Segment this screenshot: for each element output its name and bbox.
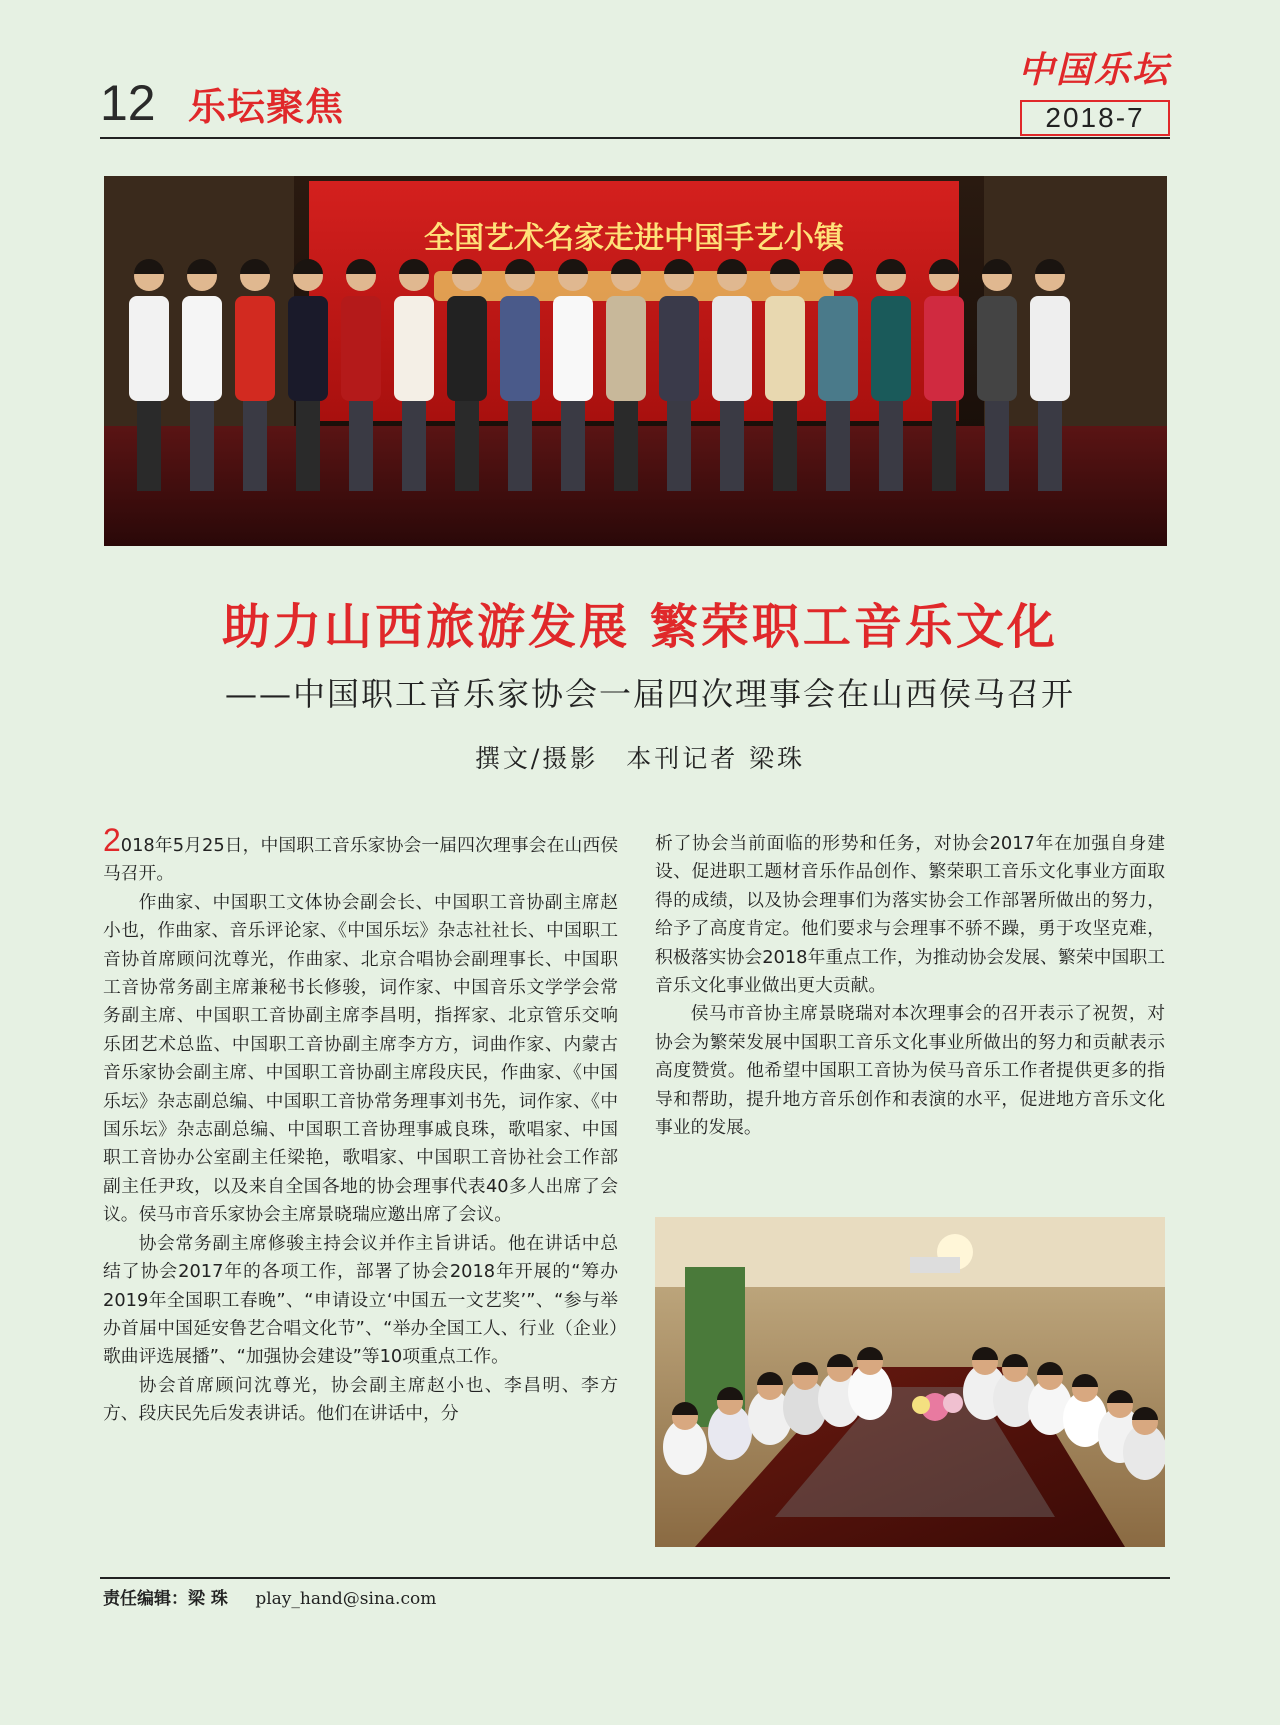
page-number: 12 bbox=[100, 75, 156, 131]
article-byline: 撰文/摄影 本刊记者 梁珠 bbox=[474, 744, 806, 773]
paragraph: 析了协会当前面临的形势和任务，对协会2017年在加强自身建设、促进职工题材音乐作品创作、繁荣职工音乐文化事业方面取得的成绩，以及协会理事们为落实协会工作部署所做出的努力，给予了高度肯定。他们要求与会理事不骄不躁，勇于攻坚克难，积极落实协会2018年重点工作，为推动协会发展、繁荣中国职工音乐文化事业做出更大贡献。 bbox=[655, 833, 1165, 997]
banner-text: 全国艺术名家走进中国手艺小镇 bbox=[424, 221, 844, 256]
meeting-photo bbox=[655, 1217, 1165, 1547]
issue-number: 2018-7 bbox=[1020, 100, 1170, 136]
editor-email: play_hand@sina.com bbox=[255, 1589, 437, 1609]
header-divider bbox=[100, 137, 1170, 139]
paragraph: 作曲家、中国职工文体协会副会长、中国职工音协副主席赵小也，作曲家、音乐评论家、《中国乐坛》杂志社社长、中国职工音协首席顾问沈尊光，作曲家、北京合唱协会副理事长、中国职工音协常务副主席兼秘书长修骏，词作家、中国音乐文学学会常务副主席、中国职工音协副主席李昌明，指挥家、北京管乐交响乐团艺术总监、中国职工音协副主席李方方，词曲作家、内蒙古音乐家协会副主席、中国职工音协副主席段庆民，作曲家、《中国乐坛》杂志副总编、中国职工音协常务理事刘书先，词作家、《中国乐坛》杂志副总编、中国职工音协理事戚良珠，歌唱家、中国职工音协办公室副主任梁艳，歌唱家、中国职工音协社会工作部副主任尹玫，以及来自全国各地的协会理事代表40多人出席了会议。侯马市音乐家协会主席景晓瑞应邀出席了会议。 bbox=[103, 891, 618, 1226]
editor-label: 责任编辑：梁 珠 bbox=[103, 1589, 228, 1609]
article-headline: 助力山西旅游发展 繁荣职工音乐文化 bbox=[222, 599, 1058, 655]
article-column-left bbox=[103, 822, 618, 1429]
paragraph: 协会首席顾问沈尊光，协会副主席赵小也、李昌明、李方方、段庆民先后发表讲话。他们在讲话中，分 bbox=[103, 1374, 618, 1425]
article-column-right bbox=[655, 830, 1165, 1142]
paragraph: 2018年5月25日，中国职工音乐家协会一届四次理事会在山西侯马召开。 bbox=[103, 822, 618, 885]
article-subhead: ——中国职工音乐家协会一届四次理事会在山西侯马召开 bbox=[224, 675, 1075, 713]
group-photo bbox=[104, 176, 1167, 546]
paragraph: 侯马市音协主席景晓瑞对本次理事会的召开表示了祝贺，对协会为繁荣发展中国职工音乐文化事业所做出的努力和贡献表示高度赞赏。他希望中国职工音协为侯马音乐工作者提供更多的指导和帮助，提升地方音乐创作和表演的水平，促进地方音乐文化事业的发展。 bbox=[655, 1003, 1165, 1139]
paragraph: 协会常务副主席修骏主持会议并作主旨讲话。他在讲话中总结了协会2017年的各项工作，部署了协会2018年开展的“筹办2019年全国职工春晚”、“申请设立‘中国五一文艺奖’”、“参与举办首届中国延安鲁艺合唱文化节”、“举办全国工人、行业（企业）歌曲评选展播”、“加强协会建设”等10项重点工作。 bbox=[103, 1232, 618, 1368]
magazine-logo: 中国乐坛 bbox=[1018, 49, 1171, 91]
drop-cap: 2 bbox=[103, 822, 121, 858]
footer-divider bbox=[100, 1577, 1170, 1579]
footer bbox=[103, 1584, 436, 1609]
section-title: 乐坛聚焦 bbox=[188, 85, 345, 129]
